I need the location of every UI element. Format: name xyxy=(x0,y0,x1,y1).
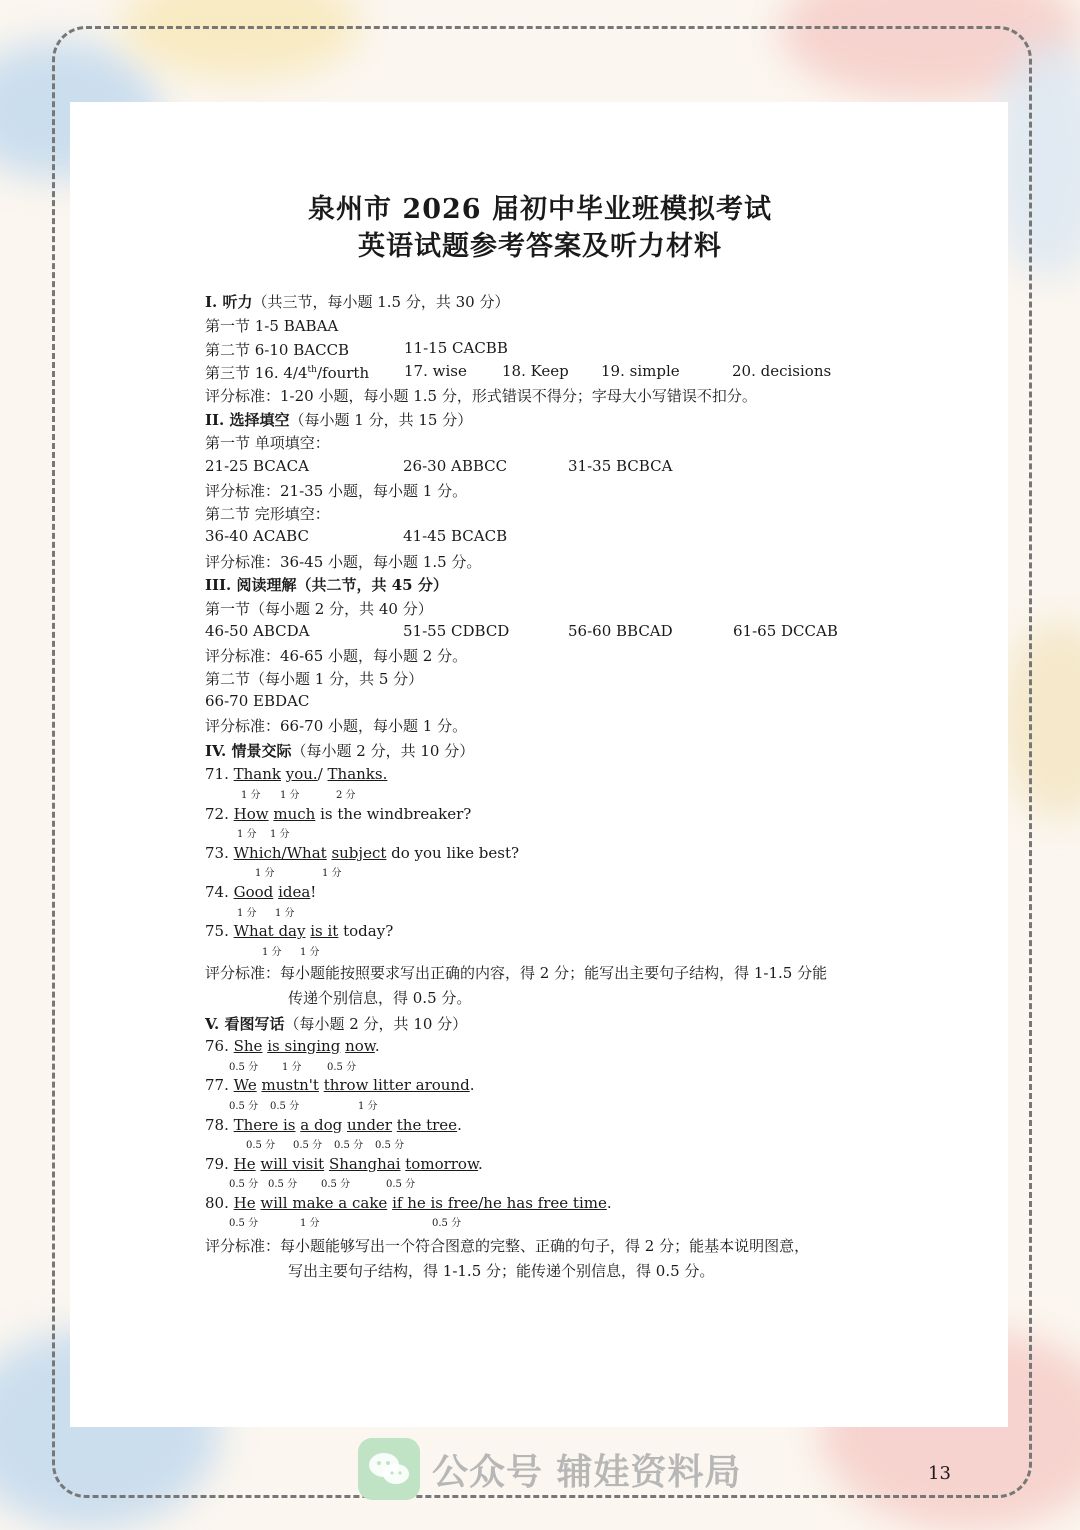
section-5-standard-1: 评分标准：每小题能够写出一个符合图意的完整、正确的句子，得 2 分；能基本说明图意， xyxy=(205,1237,810,1255)
score-76-1: 0.5 分 xyxy=(229,1062,259,1073)
score-77-3: 1 分 xyxy=(358,1101,378,1112)
answers-26-30: 26-30 ABBCC xyxy=(403,457,508,475)
answer-74: 74. Good idea! xyxy=(205,883,317,901)
title-line-1: 泉州市 2026 届初中毕业班模拟考试 xyxy=(308,194,772,225)
score-76-2: 1 分 xyxy=(282,1062,302,1073)
answer-79: 79. He will visit Shanghai tomorrow. xyxy=(205,1155,483,1173)
wechat-icon xyxy=(358,1438,420,1500)
section-2-heading: II. 选择填空（每小题 1 分，共 15 分） xyxy=(205,411,473,429)
score-75-2: 1 分 xyxy=(300,947,320,958)
section-2-standard-1: 评分标准：21-35 小题，每小题 1 分。 xyxy=(205,482,468,500)
section-1-part-1: 第一节 1-5 BABAA xyxy=(205,317,339,335)
score-71-3: 2 分 xyxy=(336,790,356,801)
answer-19: 19. simple xyxy=(601,362,680,380)
score-76-3: 0.5 分 xyxy=(327,1062,357,1073)
score-71-2: 1 分 xyxy=(280,790,300,801)
score-75-1: 1 分 xyxy=(262,947,282,958)
score-79-3: 0.5 分 xyxy=(321,1179,351,1190)
score-73-1: 1 分 xyxy=(255,868,275,879)
section-4-standard-1: 评分标准：每小题能按照要求写出正确的内容，得 2 分；能写出主要句子结构，得 1-1.5 分能 xyxy=(205,964,828,982)
score-80-2: 1 分 xyxy=(300,1218,320,1229)
answers-66-70: 66-70 EBDAC xyxy=(205,692,310,710)
answers-56-60: 56-60 BBCAD xyxy=(568,622,673,640)
watermark xyxy=(358,1438,742,1500)
section-4-standard-2: 传递个别信息，得 0.5 分。 xyxy=(288,989,472,1007)
answer-78: 78. There is a dog under the tree. xyxy=(205,1116,462,1134)
answers-31-35: 31-35 BCBCA xyxy=(568,457,673,475)
answer-77: 77. We mustn't throw litter around. xyxy=(205,1076,475,1094)
section-1-part-2: 第二节 6-10 BACCB xyxy=(205,341,350,359)
answer-75: 75. What day is it today? xyxy=(205,922,394,940)
section-1-part-3: 第三节 16. 4/4th/fourth xyxy=(205,364,370,382)
section-5-standard-2: 写出主要句子结构，得 1-1.5 分；能传递个别信息，得 0.5 分。 xyxy=(288,1262,715,1280)
section-3-part-2: 第二节（每小题 1 分，共 5 分） xyxy=(205,670,424,688)
title-line-2: 英语试题参考答案及听力材料 xyxy=(358,231,722,262)
page-number: 13 xyxy=(928,1463,951,1484)
score-72-1: 1 分 xyxy=(237,829,257,840)
section-3-part-1: 第一节（每小题 2 分，共 40 分） xyxy=(205,600,433,618)
score-72-2: 1 分 xyxy=(270,829,290,840)
answer-76: 76. She is singing now. xyxy=(205,1037,380,1055)
section-2-standard-2: 评分标准：36-45 小题，每小题 1.5 分。 xyxy=(205,553,482,571)
answers-61-65: 61-65 DCCAB xyxy=(733,622,838,640)
answer-72: 72. How much is the windbreaker? xyxy=(205,805,472,823)
answers-46-50: 46-50 ABCDA xyxy=(205,622,310,640)
score-73-2: 1 分 xyxy=(322,868,342,879)
section-2-part-1: 第一节 单项填空： xyxy=(205,434,330,452)
score-74-2: 1 分 xyxy=(275,908,295,919)
section-3-standard-1: 评分标准：46-65 小题，每小题 2 分。 xyxy=(205,647,468,665)
answers-41-45: 41-45 BCACB xyxy=(403,527,508,545)
answers-36-40: 36-40 ACABC xyxy=(205,527,309,545)
score-79-1: 0.5 分 xyxy=(229,1179,259,1190)
answer-71: 71. Thank you./ Thanks. xyxy=(205,765,388,783)
score-78-1: 0.5 分 xyxy=(246,1140,276,1151)
answer-18: 18. Keep xyxy=(502,362,569,380)
section-4-heading: IV. 情景交际（每小题 2 分，共 10 分） xyxy=(205,742,475,760)
score-79-2: 0.5 分 xyxy=(268,1179,298,1190)
score-80-3: 0.5 分 xyxy=(432,1218,462,1229)
section-5-heading: V. 看图写话（每小题 2 分，共 10 分） xyxy=(205,1015,468,1033)
score-71-1: 1 分 xyxy=(241,790,261,801)
answer-17: 17. wise xyxy=(404,362,467,380)
score-80-1: 0.5 分 xyxy=(229,1218,259,1229)
answers-21-25: 21-25 BCACA xyxy=(205,457,309,475)
score-78-2: 0.5 分 xyxy=(293,1140,323,1151)
section-3-heading: III. 阅读理解（共二节，共 45 分） xyxy=(205,576,448,594)
section-3-standard-2: 评分标准：66-70 小题，每小题 1 分。 xyxy=(205,717,468,735)
score-77-2: 0.5 分 xyxy=(270,1101,300,1112)
section-2-part-2: 第二节 完形填空： xyxy=(205,505,330,523)
section-1-standard: 评分标准：1-20 小题，每小题 1.5 分，形式错误不得分；字母大小写错误不扣分。 xyxy=(205,387,757,405)
score-74-1: 1 分 xyxy=(237,908,257,919)
watermark-text: 公众号 辅娃资料局 xyxy=(432,1451,742,1493)
score-78-3: 0.5 分 xyxy=(334,1140,364,1151)
answer-20: 20. decisions xyxy=(732,362,832,380)
answers-51-55: 51-55 CDBCD xyxy=(403,622,510,640)
answer-73: 73. Which/What subject do you like best? xyxy=(205,844,520,862)
score-79-4: 0.5 分 xyxy=(386,1179,416,1190)
score-78-4: 0.5 分 xyxy=(375,1140,405,1151)
section-1-part-2-b: 11-15 CACBB xyxy=(404,339,508,357)
answer-80: 80. He will make a cake if he is free/he has free time. xyxy=(205,1194,612,1212)
section-1-heading: I. 听力（共三节，每小题 1.5 分，共 30 分） xyxy=(205,293,510,311)
score-77-1: 0.5 分 xyxy=(229,1101,259,1112)
